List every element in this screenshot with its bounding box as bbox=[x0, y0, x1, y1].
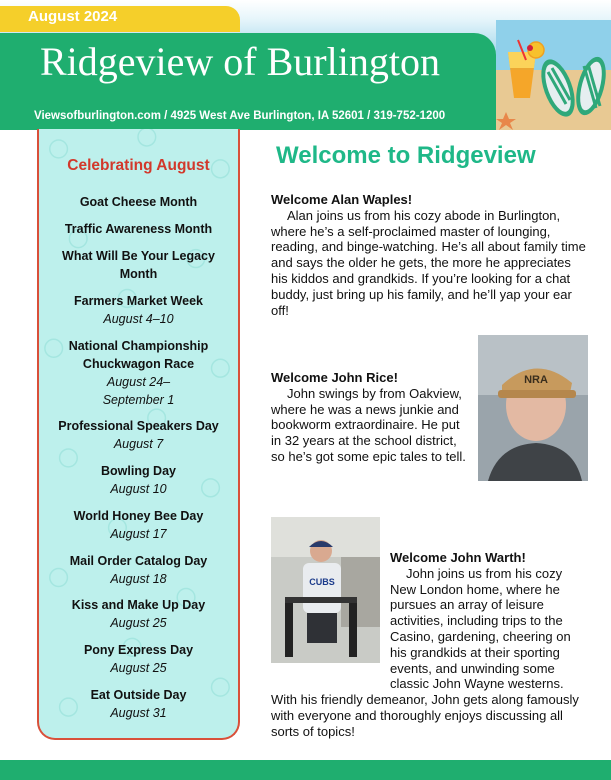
event-name: National Championship Chuckwagon Race bbox=[68, 339, 209, 371]
article-title: Welcome John Warth! bbox=[390, 550, 526, 565]
article-john-warth bbox=[271, 550, 589, 740]
article-body: John joins us from his cozy New London home, where he pursues an array of leisure activities, including trips to the Casino, gardening, cheering on his grandkids at their sporting events, and unwinding some classic John Wayne westerns. With his friendly demeanor, John gets along famously with everyone and thoroughly enjoys discussing all sorts of topics! bbox=[271, 565, 579, 739]
celebrating-sidebar bbox=[37, 129, 240, 740]
event-item bbox=[39, 292, 238, 328]
newsletter-title: Ridgeview of Burlington bbox=[40, 39, 440, 84]
article-title: Welcome John Rice! bbox=[271, 370, 398, 385]
article-body: Alan joins us from his cozy abode in Burlington, where he’s a self-proclaimed master of lounging, reading, and binge-watching. He’s all about family time and says the older he gets, the more he appreciates his kiddos and grandkids. If you’re looking for a chat buddy, just bring up his family, and he’ll yap your ear off! bbox=[271, 207, 586, 318]
footer-bar bbox=[0, 760, 611, 780]
event-item bbox=[39, 247, 238, 283]
event-item bbox=[39, 220, 238, 238]
event-item bbox=[39, 596, 238, 632]
event-name: Farmers Market Week bbox=[73, 294, 203, 308]
event-name: Mail Order Catalog Day bbox=[69, 554, 208, 568]
article-body: John swings by from Oakview, where he was a news junkie and bookworm extraordinaire. He put in 32 years at the school district, so he’s got some epic tales to tell. bbox=[271, 385, 466, 464]
event-item bbox=[39, 686, 238, 722]
event-item bbox=[39, 462, 238, 498]
event-date: August 18 bbox=[110, 572, 167, 586]
event-item bbox=[39, 337, 238, 409]
main-heading: Welcome to Ridgeview bbox=[276, 142, 536, 169]
event-item bbox=[39, 417, 238, 453]
event-date: August 25 bbox=[110, 616, 167, 630]
sidebar-title: Celebrating August bbox=[67, 157, 210, 174]
event-date: August 31 bbox=[110, 706, 167, 720]
event-date: August 7 bbox=[113, 437, 164, 451]
event-name: Professional Speakers Day bbox=[58, 419, 219, 433]
event-item bbox=[39, 507, 238, 543]
event-item bbox=[39, 641, 238, 677]
event-date: August 24–September 1 bbox=[102, 375, 175, 407]
event-name: Traffic Awareness Month bbox=[64, 222, 213, 236]
cap-text: NRA bbox=[524, 374, 548, 386]
article-alan bbox=[271, 192, 589, 318]
event-name: What Will Be Your Legacy Month bbox=[62, 249, 215, 281]
issue-month: August 2024 bbox=[28, 8, 118, 25]
newsletter-header bbox=[0, 0, 611, 130]
shirt-text: CUBS bbox=[309, 577, 335, 587]
event-date: August 4–10 bbox=[103, 312, 174, 326]
photo-spacer bbox=[271, 566, 390, 679]
event-name: Kiss and Make Up Day bbox=[71, 598, 206, 612]
event-name: Pony Express Day bbox=[83, 643, 194, 657]
beach-scene-icon bbox=[496, 20, 611, 130]
event-date: August 10 bbox=[110, 482, 167, 496]
article-john-rice bbox=[271, 370, 471, 465]
event-name: Bowling Day bbox=[100, 464, 176, 478]
event-date: August 17 bbox=[110, 527, 167, 541]
event-date: August 25 bbox=[110, 661, 167, 675]
article-title: Welcome Alan Waples! bbox=[271, 192, 413, 207]
john-rice-photo bbox=[478, 335, 588, 481]
event-name: World Honey Bee Day bbox=[73, 509, 204, 523]
event-item bbox=[39, 552, 238, 588]
event-name: Goat Cheese Month bbox=[79, 195, 198, 209]
event-name: Eat Outside Day bbox=[90, 688, 187, 702]
event-item bbox=[39, 193, 238, 211]
contact-line: Viewsofburlington.com / 4925 West Ave Burlington, IA 52601 / 319-752-1200 bbox=[34, 110, 446, 122]
